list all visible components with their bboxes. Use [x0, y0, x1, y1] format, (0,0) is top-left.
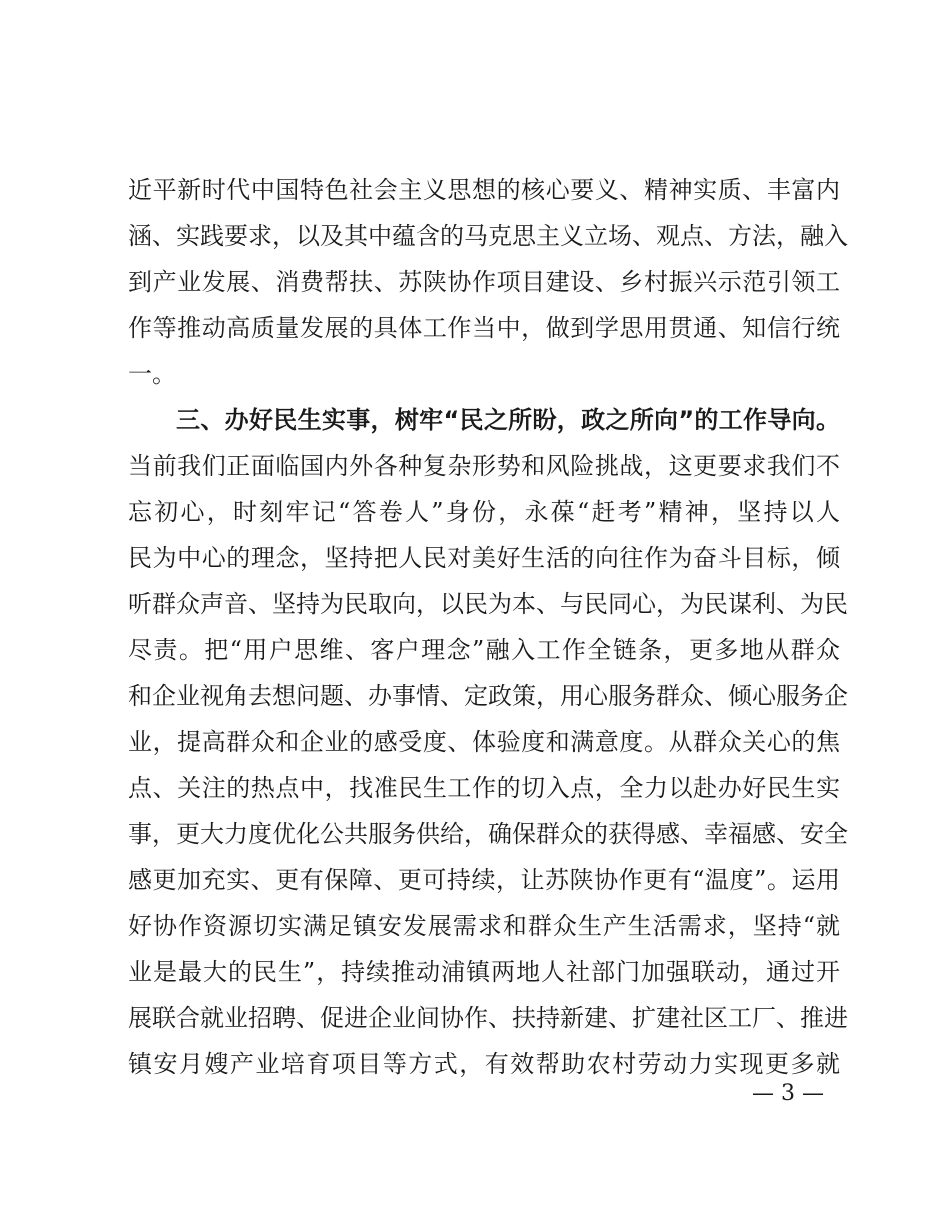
paragraph-2-line-12: 业是最大的民生”，持续推动浦镇两地人社部门加强联动，通过开 — [128, 958, 840, 986]
paragraph-2-line-7: 业，提高群众和企业的感受度、体验度和满意度。从群众关心的焦 — [128, 728, 840, 756]
section-heading: 三、办好民生实事，树牢“民之所盼，政之所向”的工作导向。 — [176, 406, 840, 434]
paragraph-1-line-2: 涵、实践要求，以及其中蕴含的马克思主义立场、观点、方法，融入 — [128, 222, 848, 250]
page-number: — 3 — — [752, 1081, 824, 1106]
paragraph-2-line-8: 点、关注的热点中，找准民生工作的切入点，全力以赴办好民生实 — [128, 774, 840, 802]
paragraph-1-line-1: 近平新时代中国特色社会主义思想的核心要义、精神实质、丰富内 — [128, 176, 840, 204]
paragraph-2-line-5: 尽责。把“用户思维、客户理念”融入工作全链条，更多地从群众 — [128, 636, 840, 664]
paragraph-1-line-4: 作等推动高质量发展的具体工作当中，做到学思用贯通、知信行统 — [128, 314, 840, 342]
paragraph-2-line-1: 当前我们正面临国内外各种复杂形势和风险挑战，这更要求我们不 — [128, 452, 840, 480]
paragraph-2-line-2: 忘初心，时刻牢记“答卷人”身份，永葆“赶考”精神，坚持以人 — [128, 498, 840, 526]
paragraph-1-line-5: 一。 — [128, 360, 176, 388]
paragraph-2-line-9: 事，更大力度优化公共服务供给，确保群众的获得感、幸福感、安全 — [128, 820, 848, 848]
paragraph-2-line-13: 展联合就业招聘、促进企业间协作、扶持新建、扩建社区工厂、推进 — [128, 1004, 848, 1032]
paragraph-2-line-10: 感更加充实、更有保障、更可持续，让苏陕协作更有“温度”。运用 — [128, 866, 840, 894]
paragraph-2-line-3: 民为中心的理念，坚持把人民对美好生活的向往作为奋斗目标，倾 — [128, 544, 840, 572]
paragraph-1-line-3: 到产业发展、消费帮扶、苏陕协作项目建设、乡村振兴示范引领工 — [128, 268, 840, 296]
paragraph-2-line-11: 好协作资源切实满足镇安发展需求和群众生产生活需求，坚持“就 — [128, 912, 840, 940]
paragraph-2-line-14: 镇安月嫂产业培育项目等方式，有效帮助农村劳动力实现更多就 — [128, 1050, 840, 1078]
paragraph-2-line-6: 和企业视角去想问题、办事情、定政策，用心服务群众、倾心服务企 — [128, 682, 848, 710]
paragraph-2-line-4: 听群众声音、坚持为民取向，以民为本、与民同心，为民谋利、为民 — [128, 590, 848, 618]
